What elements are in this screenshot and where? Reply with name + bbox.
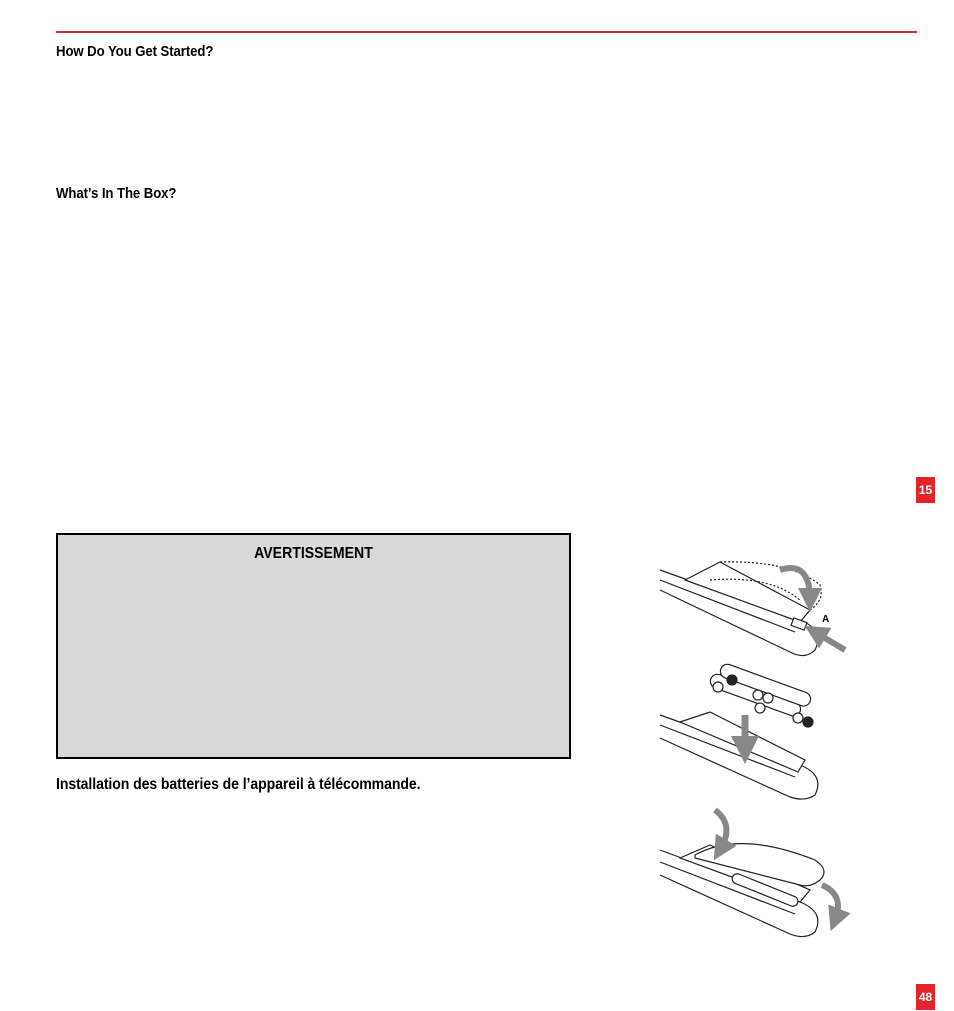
page-tab-48: 48 — [916, 984, 935, 1010]
arrow-close-icon — [715, 810, 726, 850]
arrow-open-icon — [780, 568, 810, 600]
heading-battery-install: Installation des batteries de l’appareil à télécommande. — [56, 776, 421, 793]
remote-step-2 — [660, 662, 818, 799]
warning-title: AVERTISSEMENT — [254, 545, 373, 562]
heading-whats-in-box: What’s In The Box? — [56, 185, 177, 202]
remote-battery-illustration — [650, 540, 860, 950]
arrow-press-icon — [815, 632, 845, 650]
label-a: A — [822, 614, 830, 625]
warning-box — [56, 533, 571, 759]
arrow-slide-icon — [822, 885, 838, 920]
header-rule — [56, 31, 917, 33]
remote-step-1 — [660, 562, 821, 656]
heading-get-started: How Do You Get Started? — [56, 43, 214, 60]
remote-step-3 — [660, 844, 824, 937]
page-tab-15: 15 — [916, 477, 935, 503]
